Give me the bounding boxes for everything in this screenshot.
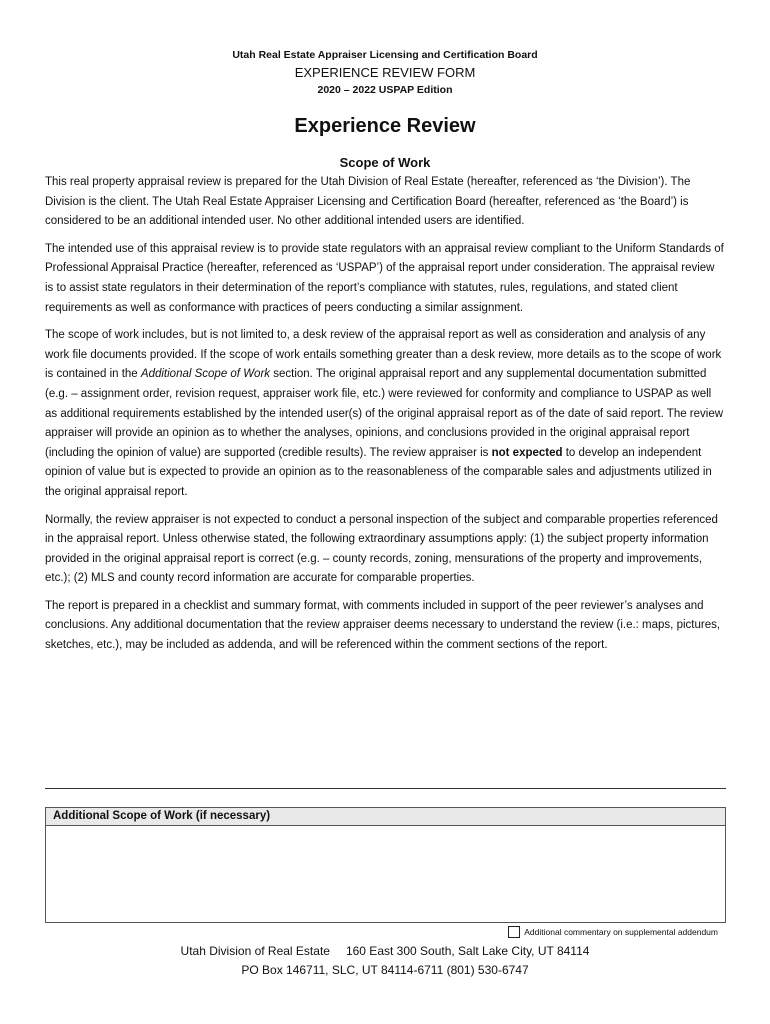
form-header [0,46,770,98]
scope-of-work-heading: Scope of Work [339,155,431,170]
page-title: Experience Review [294,115,476,137]
additional-scope-reference: Additional Scope of Work [140,368,271,381]
additional-scope-box [45,807,726,923]
supplemental-addendum-option[interactable] [508,925,718,939]
page-footer [0,942,770,980]
footer-street-address: 160 East 300 South, Salt Lake City, UT 84114 [345,944,590,958]
scope-paragraph-3-part-c: to develop an independent opinion of value but is expected to provide an opinion as to the reasonableness of the comparable sales and adjustments utilized in the original appraisal report. [45,446,712,498]
section-divider [45,788,726,789]
additional-scope-label: Additional Scope of Work (if necessary) [46,808,725,826]
additional-scope-field[interactable] [46,826,725,922]
scope-paragraph-2: The intended use of this appraisal review is to provide state regulators with an appraisal review compliant to the Uniform Standards of Professional Appraisal Practice (hereafter, referenced as ‘USPAP’) of the appraisal report under consideration. The appraisal review is to assist state regulators in their determination of the report’s compliance with statutes, rules, regulations, and stated client requirements as well as conformance with practices of peers conducting a similar assignment. [45,242,724,314]
scope-paragraph-3-part-a: The scope of work includes, but is not limited to, a desk review of the appraisal report as well as consideration and analysis of any work file documents provided. If the scope of work entails something greater than a desk review, more details as to the scope of work is contained in the [45,329,722,381]
scope-of-work-body [45,173,725,656]
scope-paragraph-3 [45,326,725,502]
supplemental-addendum-checkbox[interactable] [508,926,520,938]
footer-line-2: PO Box 146711, SLC, UT 84114-6711 (801) 530-6747 [241,963,529,977]
scope-paragraph-1: This real property appraisal review is prepared for the Utah Division of Real Estate (hereafter, referenced as ‘the Division’). The Division is the client. The Utah Real Estate Appraiser Licensing and Certification Board (hereafter, referenced as ‘the Board’) is considered to be an additional intended user. No other additional intended users are identified. [45,176,691,228]
footer-line-1 [0,942,770,961]
scope-paragraph-3-part-b: section. The original appraisal report and any supplemental documentation submitted (e.g. – assignment order, revision request, appraiser work file, etc.) were reviewed for conformity and compliance to USPAP as well as additional requirements established by the intended user(s) of the original appraisal report as of the date of said report. The review appraiser will provide an opinion as to whether the analyses, opinions, and conclusions provided in the original appraisal report (including the opinion of value) are supported (credible results). The review appraiser is [45,368,724,459]
scope-paragraph-5: The report is prepared in a checklist and summary format, with comments included in support of the peer reviewer’s analyses and conclusions. Any additional documentation that the review appraiser deems necessary to understand the review (i.e.: maps, pictures, sketches, etc.), may be included as addenda, and will be referenced within the comment sections of the report. [45,599,721,652]
board-name: Utah Real Estate Appraiser Licensing and Certification Board [232,49,538,61]
scope-paragraph-4: Normally, the review appraiser is not expected to conduct a personal inspection of the subject and comparable properties referenced in the appraisal report. Unless otherwise stated, the following extraordinary assumptions apply: (1) the subject property information provided in the original appraisal report is correct (e.g. – county records, zoning, mensurations of the property and improvements, etc.); (2) MLS and county record information are accurate for comparable properties. [45,513,718,585]
form-name: EXPERIENCE REVIEW FORM [294,65,476,80]
footer-agency: Utah Division of Real Estate [180,944,330,958]
edition-label: 2020 – 2022 USPAP Edition [317,84,453,96]
supplemental-addendum-label: Additional commentary on supplemental addendum [524,927,718,937]
not-expected-emphasis: not expected [491,446,563,459]
